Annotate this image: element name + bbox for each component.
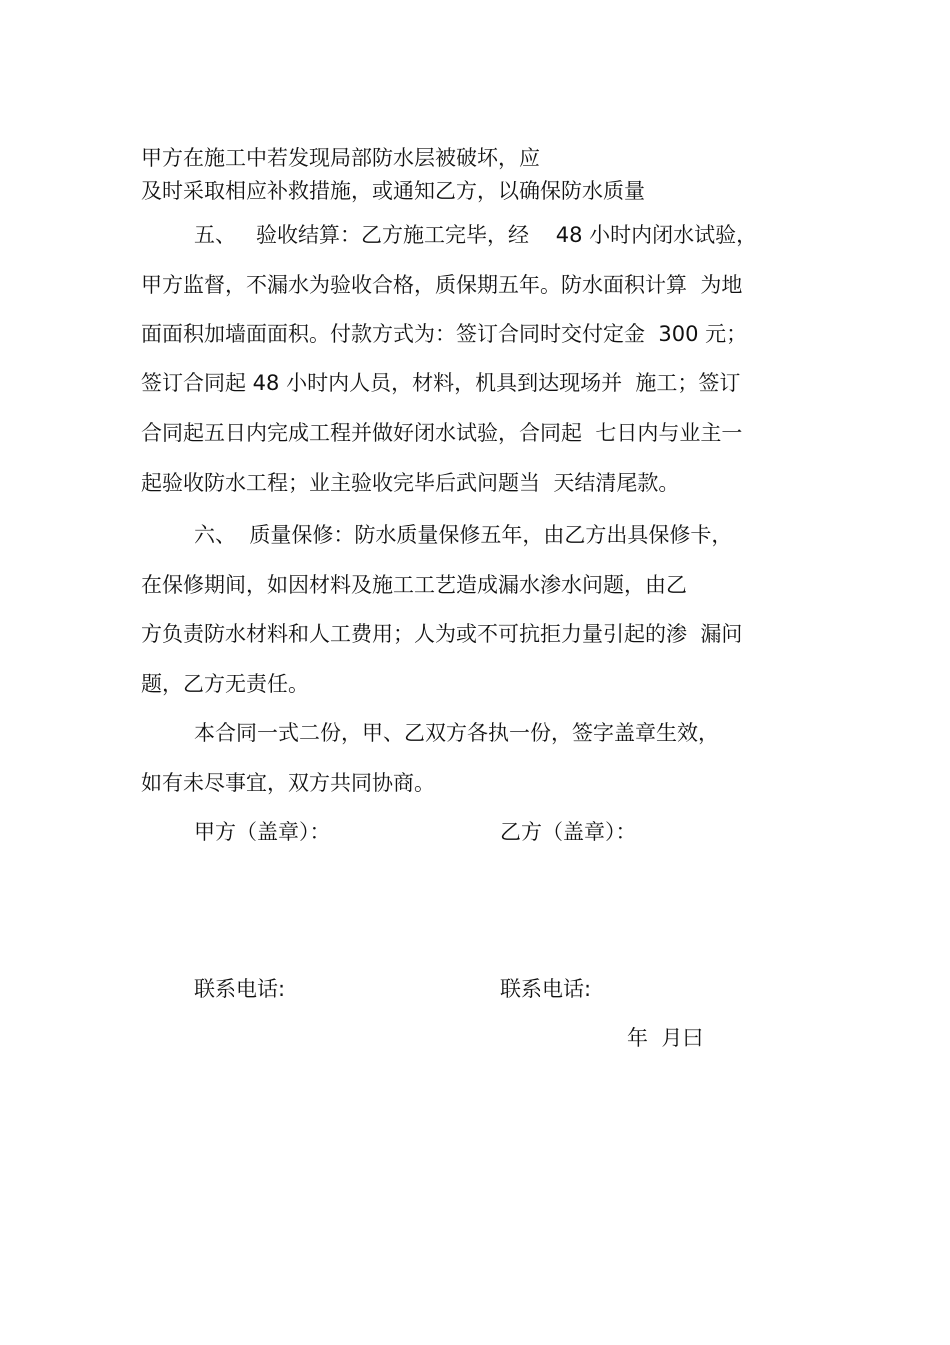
section-5-line-4: 签订合同起 48 小时内人员，材料，机具到达现场并 施工；签订 bbox=[141, 371, 741, 395]
section-6-line-1: 六、 质量保修：防水质量保修五年，由乙方出具保修卡， bbox=[194, 523, 733, 547]
section-6-line-2: 在保修期间，如因材料及施工工艺造成漏水渗水问题，由乙 bbox=[141, 573, 687, 597]
section-5-line-6: 起验收防水工程；业主验收完毕后武问题当 天结清尾款。 bbox=[141, 471, 680, 495]
party-b-seal-label: 乙方（盖章）： bbox=[500, 820, 637, 844]
section-5-line-2: 甲方监督，不漏水为验收合格，质保期五年。防水面积计算 为地 bbox=[141, 273, 743, 297]
party-a-phone-label: 联系电话: bbox=[194, 977, 286, 1001]
signing-date: 年 月曰 bbox=[627, 1026, 704, 1050]
carryover-line-2: 及时采取相应补救措施，或通知乙方，以确保防水质量 bbox=[141, 179, 645, 203]
section-6-line-3: 方负责防水材料和人工费用；人为或不可抗拒力量引起的渗 漏问 bbox=[141, 622, 743, 646]
closing-line-2: 如有未尽事宜，双方共同协商。 bbox=[141, 771, 435, 795]
section-5-line-3: 面面积加墙面面积。付款方式为：签订合同时交付定金 300 元； bbox=[141, 322, 748, 346]
section-5-line-1: 五、 验收结算：乙方施工完毕，经 48 小时内闭水试验， bbox=[194, 223, 758, 247]
section-5-line-5: 合同起五日内完成工程并做好闭水试验，合同起 七日内与业主一 bbox=[141, 421, 743, 445]
closing-line-1: 本合同一式二份，甲、乙双方各执一份，签字盖章生效， bbox=[194, 721, 719, 745]
section-6-line-4: 题，乙方无责任。 bbox=[141, 672, 309, 696]
party-b-phone-label: 联系电话: bbox=[500, 977, 592, 1001]
carryover-line-1: 甲方在施工中若发现局部防水层被破坏，应 bbox=[141, 146, 540, 170]
party-a-seal-label: 甲方（盖章）： bbox=[194, 820, 331, 844]
